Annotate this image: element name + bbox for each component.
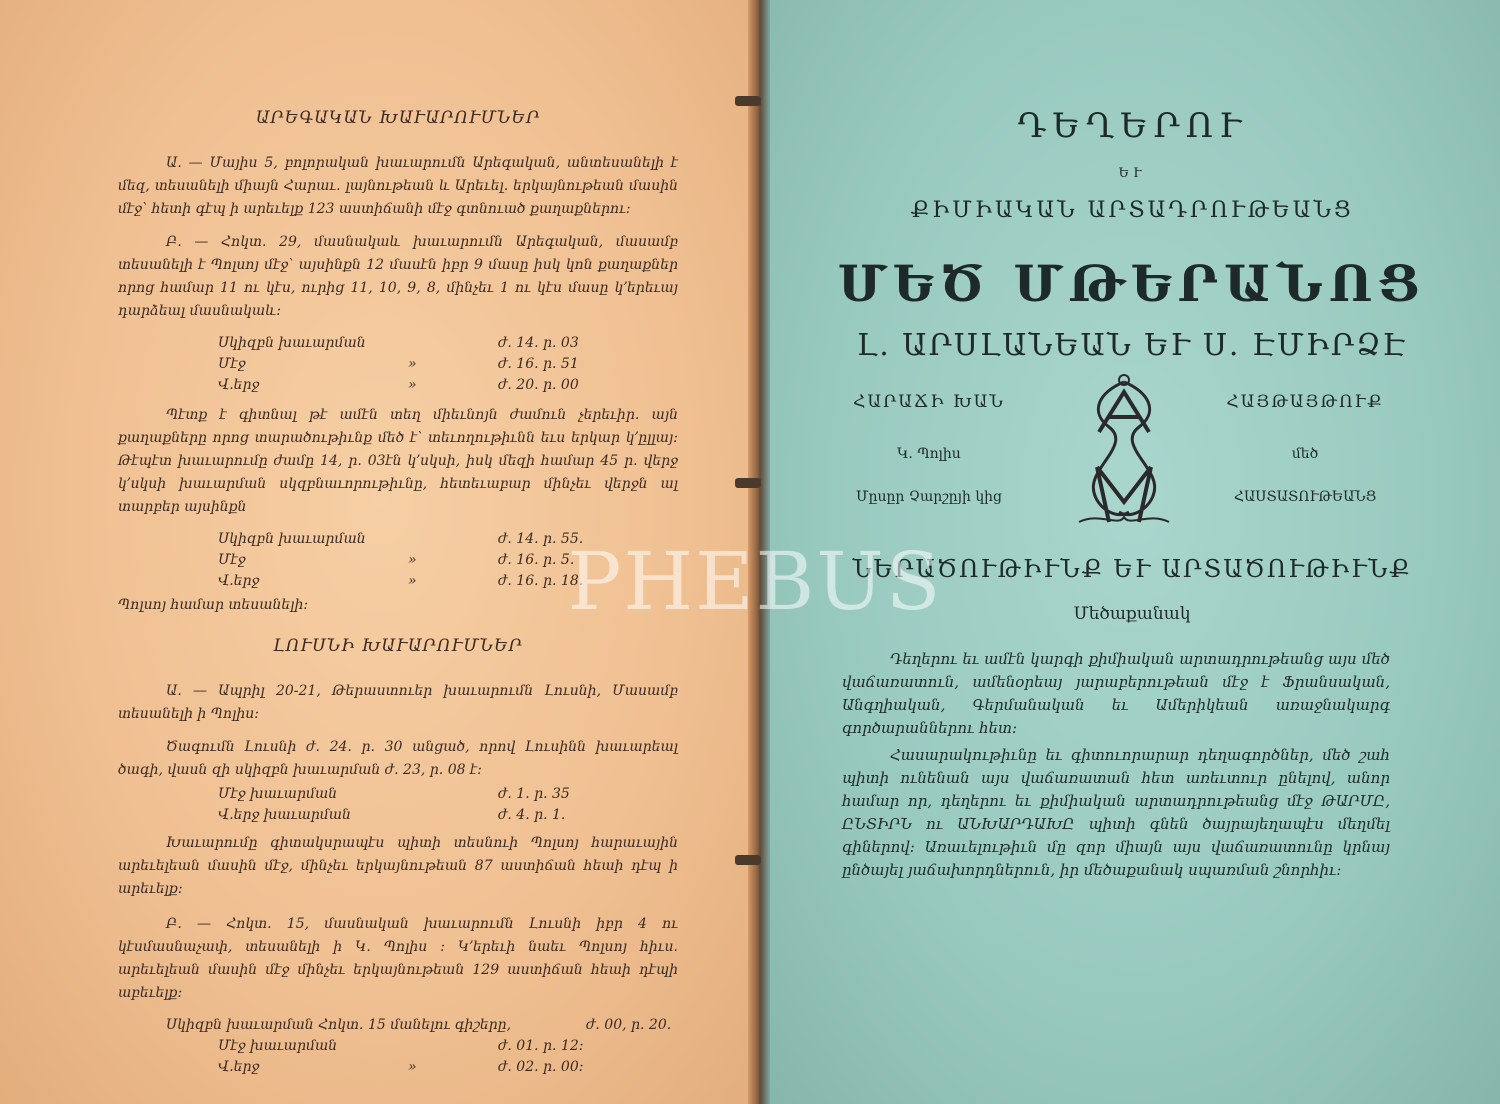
establishment-label: ՀԱՍՏԱՏՈՒԹԵԱՆՑ (1233, 489, 1377, 505)
paragraph-b2: Պէտք է գիտնալ թէ ամէն տեղ միեւնոյն ժամուն չերեւիր. այն քաղաքները որոց տարածութիւնք մեծ է՝ տեւողութիւնն եւս երկար կ՚ըլլայ։ Թէպէտ խաւարումը ժամը 14, ր. 03էն կ՚սկսի, իսկ մեզի համար 45 ր. վերջ կ՚սկսի խաւարման սկզբնաւորութիւնը, հետեւաբար մինչեւ վերջն ալ տարբեր այսինքն (118, 407, 678, 515)
times-table-d (118, 1015, 678, 1078)
staple (735, 855, 761, 865)
staple (735, 96, 761, 106)
wholesale-label: Մեծաքանակ (1073, 604, 1191, 624)
title-and: ԵՒ (1118, 166, 1146, 181)
solar-eclipses-heading: ԱՐԵԳԱԿԱՆ ԽԱՒԱՐՈՒՄՆԵՐ (255, 108, 541, 128)
products-heading: ՆԵՐԱԾՈՒԹԻՒՆՔ ԵՒ ԱՐՏԱԾՈՒԹԻՒՆՔ (852, 555, 1412, 583)
table-row: Սկիզբն խաւարման Հոկտ. 15 մանելու գիշերը, ժ. 00, ր. 20. (166, 1017, 672, 1033)
paragraph-c3: Խաւարումը գիտակսրապէս պիտի տեսնուի Պոլսոյ հարաւային արեւելեան մասին մէջ, մինչեւ երկայնութեան 87 աստիճան հեաի դէպ ի արեւելք։ (118, 835, 678, 897)
visibility-note: Պոլսոյ համար տեսանելի։ (118, 597, 309, 613)
great-label: մեծ (1291, 446, 1319, 462)
paragraph-d: Բ. — Հոկտ. 15, մասնական խաւարումն Լուսնի իբր 4 ու կէսմասնաչափ, տեսանելի ի Կ. Պոլիս ։ Կ՚երեւի նաեւ Պոլսոյ հիւս. արեւելեան մասին մէջ մինչեւ երկայնութեան 129 աստիճան հեաի դէպի աբեւելք։ (118, 916, 678, 1001)
table-row: Սկիզբն խաւարման ժ. 14. ր. 03 (218, 335, 579, 351)
body-paragraph: Դեղերու եւ ամէն կարգի քիմիական արտադրութեանց այս մեծ վաճառատուն, ամենօրեայ յարաբերութեան մէջ է Ֆրանսական, Անգղիական, Գերմանական եւ Ամերիկեան առաջնակարգ գործարաններու հետ։ (842, 650, 1390, 737)
staple (735, 478, 761, 488)
paragraph-b: Բ. — Հոկտ. 29, մասնակաև խաւարումն Արեգական, մասամբ տեսանելի է Պոլսոյ մէջ՝ այսինքն 12 մասէն իբր 9 մասը իսկ կոն քաղաքներ որոց համար 11 ու կէս, ուրից 11, 10, 9, 8, մինչեւ 1 ու կէս մասը կ՚երեւայ դարձեալ մասնակաև։ (118, 234, 678, 319)
times-table-c (118, 784, 678, 826)
title-drugs: ԴԵՂԵՐՈՒ (1017, 106, 1247, 146)
address-near: Մըսըր Չարշըյի կից (856, 489, 1002, 505)
table-row: Մէջ խաւարման ժ. 01. ր. 12։ (218, 1038, 584, 1054)
paragraph-a: Ա. — Մայիս 5, բոլորական խաւարումն Արեգական, անտեսանելի է մեզ, տեսանելի միայն Հարաւ. լայնութեան և Արեւել. երկայնութեան մասին մէջ՝ հետի գէպ ի արեւելք 123 աստիճանի մէջ գտնուած քաղաքներու։ (118, 155, 678, 217)
table-row: Մէջ » ժ. 16. ր. 51 (218, 356, 579, 372)
table-row: Մէջ » ժ. 16. ր. 5. (218, 552, 575, 568)
monogram-logo (1059, 372, 1189, 532)
paragraph-c: Ա. — Ապրիլ 20-21, Թերաստուեր խաւարումն Լուսնի, Մասամբ տեսանելի ի Պոլիս։ (118, 683, 678, 722)
advertisement-body (842, 648, 1390, 886)
body-paragraph: Հասարակութիւնը եւ գիտուորարար դեղագործներ, մեծ շահ պիտի ունենան այս վաճառատան հետ առեւտուր ընելով, անոր համար որ, դեղերու եւ քիմիական արտադրութեանց մէջ ԹԱՐՄԸ, ԸՆՏԻՐՆ ու ԱՆԽԱՐԴԱԽԸ պիտի գնեն ծայրայեղապէս մեղմել գիներով։ Առաւելութիւն մը զոր միայն այս վաճառատունը կրնայ ընծայել յաճախորդներուն, իր մեծաքանակ սպառման շնորհիւ։ (842, 746, 1390, 879)
table-row: Մէջ խաւարման ժ. 1. ր. 35 (218, 786, 570, 802)
paragraph-c2: Ծագումն Լուսնի ժ. 24. ր. 30 անցած, որով Լուսինն խաւարեալ ծագի, վասն զի սկիզբն խաւարման ժ. 23, ր. 08 է։ (118, 739, 678, 778)
lunar-eclipses-heading: ԼՈՒՍՆԻ ԽԱՒԱՐՈՒՄՆԵՐ (273, 636, 523, 656)
title-chemical-products: ՔԻՄԻԱԿԱՆ ԱՐՏԱԴՐՈՒԹԵԱՆՑ (910, 198, 1354, 223)
proprietor-names: Լ. ԱՐՍԼԱՆԵԱՆ ԵՒ Ս. ԷՄԻՐՁԷ (856, 328, 1408, 363)
address-han: ՀԱՐԱՃԻ ԽԱՆ (853, 392, 1005, 412)
table-row: Սկիզբն խաւարման ժ. 14. ր. 55. (218, 531, 584, 547)
table-row: Վ.երջ » ժ. 20. ր. 00 (218, 377, 579, 393)
title-great-warehouse: ՄԵԾ ՄԹԵՐԱՆՈՑ (837, 254, 1427, 313)
times-table-b (118, 333, 678, 396)
established-label: ՀԱՅԹԱՅԹՈՒՔ (1226, 392, 1384, 412)
table-row: Վ.երջ » ժ. 02. ր. 00։ (218, 1059, 584, 1075)
table-row: Վ.երջ » ժ. 16. ր. 18. (218, 573, 584, 589)
address-city: Կ. Պոլիս (897, 446, 961, 462)
watermark: PHEBUS (567, 535, 943, 628)
table-row: Վ.երջ խաւարման ժ. 4. ր. 1. (218, 807, 566, 823)
